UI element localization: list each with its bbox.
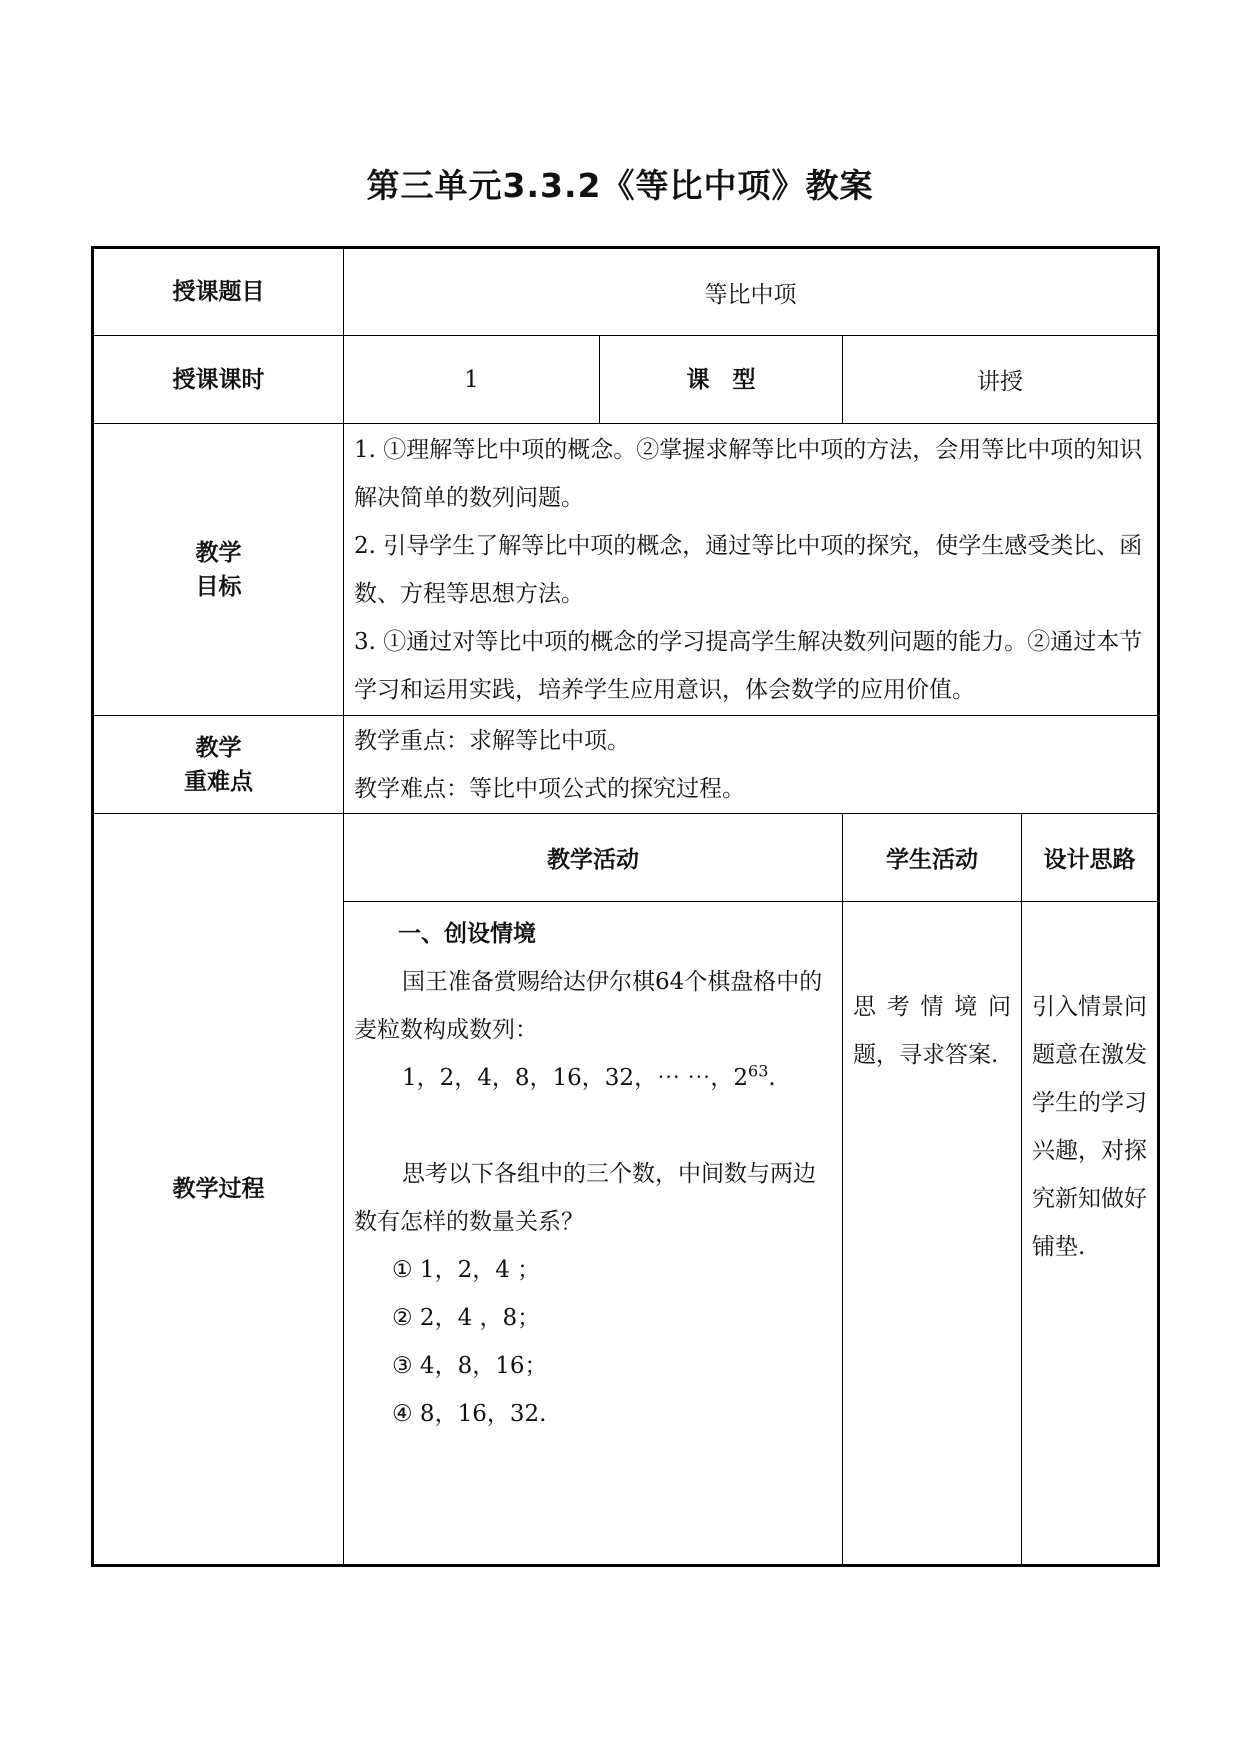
page-title: 第三单元3.3.2《等比中项》教案 bbox=[366, 166, 874, 205]
column-header-design: 设计思路 bbox=[1022, 814, 1159, 902]
process-header-row bbox=[93, 814, 1159, 902]
column-header-teacher: 教学活动 bbox=[344, 814, 843, 902]
objectives-label-line-2: 目标 bbox=[195, 573, 242, 600]
type-label: 课 型 bbox=[600, 336, 843, 424]
lesson-plan-table bbox=[91, 246, 1160, 1567]
sequence-exponent: 63 bbox=[748, 1061, 769, 1081]
group-item: ④ 8，16，32. bbox=[392, 1401, 547, 1427]
topic-row bbox=[93, 248, 1159, 336]
question-paragraph: 思考以下各组中的三个数，中间数与两边数有怎样的数量关系？ bbox=[354, 1161, 816, 1235]
hours-value: 1 bbox=[344, 336, 600, 424]
type-value: 讲授 bbox=[843, 336, 1159, 424]
keypoint-difficulty: 教学难点：等比中项公式的探究过程。 bbox=[354, 775, 745, 802]
objectives-content bbox=[344, 424, 1159, 716]
design-idea-cell: 引入情景问题意在激发学生的学习兴趣，对探究新知做好铺垫. bbox=[1022, 902, 1159, 1566]
keypoints-label-line-1: 教学 bbox=[195, 734, 242, 761]
topic-value: 等比中项 bbox=[344, 248, 1159, 336]
spacer bbox=[354, 1102, 830, 1150]
section-heading: 一、创设情境 bbox=[398, 921, 536, 947]
keypoints-label bbox=[93, 716, 344, 814]
keypoints-content bbox=[344, 716, 1159, 814]
column-header-student: 学生活动 bbox=[843, 814, 1022, 902]
hours-label: 授课课时 bbox=[93, 336, 344, 424]
objective-item: 3. ①通过对等比中项的概念的学习提高学生解决数列问题的能力。②通过本节学习和运用实践，培养学生应用意识，体会数学的应用价值。 bbox=[354, 628, 1143, 703]
objectives-row bbox=[93, 424, 1159, 716]
sequence-end: . bbox=[768, 1065, 776, 1091]
group-item: ② 2，4 ，8； bbox=[392, 1305, 541, 1331]
sequence-line bbox=[354, 1054, 830, 1102]
topic-label: 授课题目 bbox=[93, 248, 344, 336]
objectives-label-line-1: 教学 bbox=[195, 539, 242, 566]
group-item: ① 1，2，4 ； bbox=[392, 1257, 541, 1283]
hours-row bbox=[93, 336, 1159, 424]
student-activity-cell: 思考情境问题，寻求答案. bbox=[843, 902, 1022, 1566]
intro-paragraph: 国王准备赏赐给达伊尔棋64个棋盘格中的麦粒数构成数列： bbox=[354, 969, 823, 1043]
process-label: 教学过程 bbox=[93, 814, 344, 1566]
keypoint-focus: 教学重点：求解等比中项。 bbox=[354, 727, 630, 754]
group-item: ③ 4，8，16； bbox=[392, 1353, 548, 1379]
keypoints-label-line-2: 重难点 bbox=[184, 768, 253, 795]
objective-item: 2. 引导学生了解等比中项的概念，通过等比中项的探究，使学生感受类比、函数、方程等思想方法。 bbox=[354, 532, 1143, 607]
objective-item: 1. ①理解等比中项的概念。②掌握求解等比中项的方法，会用等比中项的知识解决简单的数列问题。 bbox=[354, 436, 1143, 511]
objectives-label bbox=[93, 424, 344, 716]
keypoints-row bbox=[93, 716, 1159, 814]
sequence-text: 1，2，4，8，16，32，⋯ ⋯，2 bbox=[402, 1065, 749, 1091]
teacher-activity-cell bbox=[344, 902, 843, 1566]
